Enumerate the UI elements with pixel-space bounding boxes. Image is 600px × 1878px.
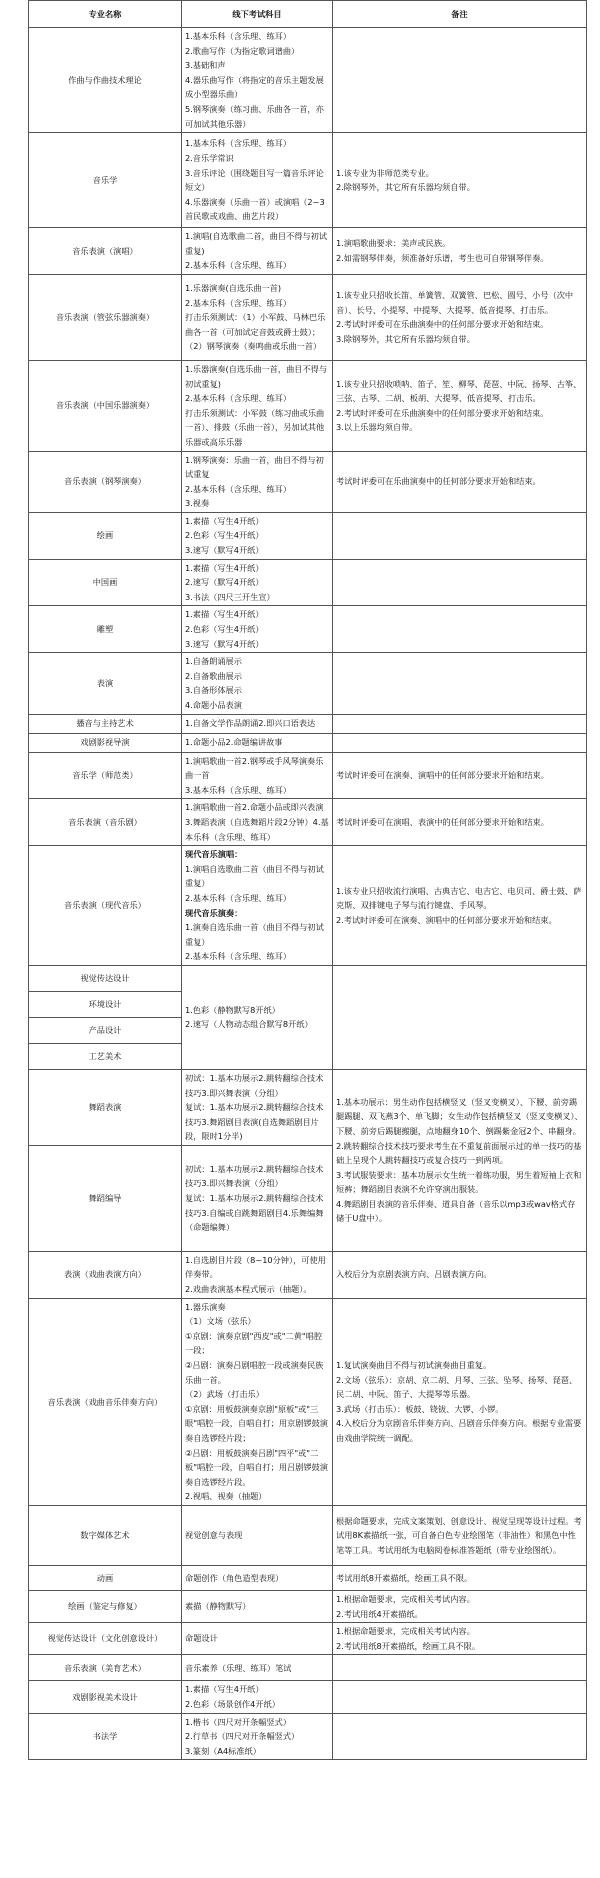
cell-line: 1.乐器演奏(自选乐曲一首) bbox=[185, 282, 282, 293]
exam-subjects-cell bbox=[182, 274, 333, 360]
exam-subjects-cell bbox=[182, 714, 333, 733]
notes-cell bbox=[333, 1251, 587, 1298]
table-row bbox=[29, 714, 587, 733]
cell-line: 1.自备朗诵展示 bbox=[185, 656, 242, 667]
cell-line: 1.该专业只招收唢呐、笛子、笙、柳琴、琵琶、中阮、扬琴、古筝、三弦、古琴、二胡、板胡、大提琴、低音提琴、打击乐。 bbox=[336, 378, 582, 404]
exam-subjects-cell bbox=[182, 752, 333, 799]
exam-subjects-cell bbox=[182, 846, 333, 966]
notes-cell bbox=[333, 559, 587, 606]
exam-subjects-cell bbox=[182, 1145, 333, 1251]
notes-cell bbox=[333, 965, 587, 1069]
exam-subjects-cell bbox=[182, 1069, 333, 1145]
exam-subjects-cell bbox=[182, 653, 333, 714]
cell-line: 1.基本乐科（含乐理、练耳） bbox=[185, 138, 292, 149]
table-header-row bbox=[29, 1, 587, 28]
notes-cell bbox=[333, 846, 587, 966]
cell-line: 复试：1.基本功展示2.跳转翻综合技术技巧3.自编或自跳舞蹈剧目4.乐舞编舞（命题编舞） bbox=[185, 1193, 324, 1233]
cell-line: 2.行草书（四尺对开条幅竖式） bbox=[185, 1731, 300, 1742]
table-row bbox=[29, 846, 587, 966]
cell-line: 2.跳转翻综合技术技巧要求考生在不重复前面展示过的单一技巧的基础上呈现个人跳转翻技巧或复合技巧一到两项。 bbox=[336, 1140, 582, 1166]
exam-subjects-cell bbox=[182, 228, 333, 275]
major-name-cell: 舞蹈编导 bbox=[29, 1145, 182, 1251]
table-row bbox=[29, 1298, 587, 1505]
cell-line: 1.基本乐科（含乐理、练耳） bbox=[185, 31, 292, 41]
notes-cell bbox=[333, 360, 587, 451]
notes-cell bbox=[333, 451, 587, 512]
cell-line: 2.色彩（场景创作4开纸） bbox=[185, 1698, 280, 1709]
cell-line: 3.速写（默写4开纸） bbox=[185, 638, 264, 649]
exam-subjects-cell bbox=[182, 799, 333, 846]
cell-line: 2.戏曲表演基本程式展示（抽题）。 bbox=[185, 1284, 312, 1295]
table-row bbox=[29, 1590, 587, 1622]
major-name-cell: 表演（戏曲表演方向） bbox=[29, 1251, 182, 1298]
notes-cell bbox=[333, 799, 587, 846]
exam-subjects-cell bbox=[182, 133, 333, 228]
cell-line: 入校后分为京剧表演方向、吕剧表演方向。 bbox=[336, 1269, 492, 1280]
cell-line: 1.器乐演奏 bbox=[185, 1301, 226, 1312]
major-name-cell: 音乐表演（现代音乐） bbox=[29, 846, 182, 966]
table-row bbox=[29, 733, 587, 752]
notes-cell bbox=[333, 512, 587, 559]
cell-line: 初试：1.基本功展示2.跳转翻综合技术技巧3.即兴舞表演（分组） bbox=[185, 1072, 324, 1098]
cell-line: 5.钢琴演奏（练习曲、乐曲各一首，亦可加试其他乐器） bbox=[185, 103, 324, 129]
notes-cell bbox=[333, 752, 587, 799]
table-row bbox=[29, 512, 587, 559]
notes-cell bbox=[333, 714, 587, 733]
table-row bbox=[29, 1251, 587, 1298]
cell-line: 3.考试服装要求：基本功展示女生统一着练功服，男生着短袖上衣和短裤；舞蹈剧目表演不允许穿演出服装。 bbox=[336, 1169, 582, 1195]
exam-subjects-cell bbox=[182, 1251, 333, 1298]
notes-cell bbox=[333, 1681, 587, 1713]
cell-line: 1.演唱(自选歌曲二首，曲目不得与初试重复) bbox=[185, 231, 328, 256]
exam-subjects-cell bbox=[182, 1713, 333, 1760]
major-name-cell: 音乐表演（中国乐器演奏） bbox=[29, 360, 182, 451]
table-body bbox=[29, 28, 587, 1760]
major-name-cell: 舞蹈表演 bbox=[29, 1069, 182, 1145]
major-name-cell: 绘画 bbox=[29, 512, 182, 559]
notes-cell bbox=[333, 133, 587, 228]
cell-line: 2.考试时评委可在乐曲演奏中的任何部分要求开始和结束。 bbox=[336, 319, 549, 330]
cell-line: 2.基本乐科（含乐理、练耳） bbox=[185, 393, 292, 404]
notes-cell bbox=[333, 1565, 587, 1590]
table-row bbox=[29, 799, 587, 846]
major-name-cell: 音乐表演（美育艺术） bbox=[29, 1655, 182, 1681]
cell-line: 2.自备歌曲展示 bbox=[185, 670, 242, 681]
cell-line: 3.武场（打击乐）：板鼓、铙钹、大锣、小锣。 bbox=[336, 1403, 504, 1414]
table-row bbox=[29, 653, 587, 714]
cell-line: 2.视唱、视奏（抽题） bbox=[185, 1491, 267, 1502]
table-row bbox=[29, 1713, 587, 1760]
cell-line: 1.该专业只招收流行演唱、古典吉它、电吉它、电贝司、爵士鼓、萨克斯、双排键电子琴与流行键盘、手风琴。 bbox=[336, 885, 582, 911]
exam-subjects-cell bbox=[182, 559, 333, 606]
notes-cell bbox=[333, 606, 587, 653]
cell-line: 3.速写（默写4开纸） bbox=[185, 545, 264, 556]
exam-subjects-cell bbox=[182, 1505, 333, 1565]
exam-subjects-cell bbox=[182, 1298, 333, 1505]
table-row bbox=[29, 559, 587, 606]
exam-subjects-cell bbox=[182, 965, 333, 1069]
major-name-cell: 音乐学（师范类） bbox=[29, 752, 182, 799]
cell-line: 1.演唱歌曲一首2.命题小品或即兴表演3.舞蹈表演（自选舞蹈片段2分钟）4.基本乐科（含乐理、练耳） bbox=[185, 802, 329, 842]
cell-line: 2.基本乐科（含乐理、练耳） bbox=[185, 892, 292, 903]
major-name-cell: 戏剧影视美术设计 bbox=[29, 1681, 182, 1713]
cell-line: 2.考试时评委可在演奏、演唱中的任何部分要求开始和结束。 bbox=[336, 914, 557, 925]
cell-line: 1.钢琴演奏：乐曲一首，曲目不得与初试重复 bbox=[185, 454, 324, 480]
cell-line: 2.色彩（写生4开纸） bbox=[185, 624, 264, 635]
major-name-cell: 播音与主持艺术 bbox=[29, 714, 182, 733]
exam-subjects-cell bbox=[182, 733, 333, 752]
cell-line: 2.如需钢琴伴奏，须准备好乐谱，考生也可自带钢琴伴奏。 bbox=[336, 253, 549, 264]
cell-line: （1）文场（弦乐） bbox=[185, 1316, 256, 1327]
cell-line: 3.书法（四尺三开生宣） bbox=[185, 591, 275, 602]
table-row bbox=[29, 274, 587, 360]
cell-line: 1.素描（写生4开纸） bbox=[185, 609, 264, 620]
cell-line: 3.视奏 bbox=[185, 498, 210, 509]
cell-line: 素描（静物默写） bbox=[185, 1601, 251, 1612]
cell-line: 考试用纸8开素描纸，绘画工具不限。 bbox=[336, 1572, 473, 1583]
table-row bbox=[29, 1565, 587, 1590]
exam-subjects-cell bbox=[182, 451, 333, 512]
table-row bbox=[29, 1623, 587, 1655]
major-name-cell: 中国画 bbox=[29, 559, 182, 606]
major-name-cell: 作曲与作曲技术理论 bbox=[29, 28, 182, 133]
exam-subjects-cell bbox=[182, 360, 333, 451]
exam-subjects-table bbox=[28, 0, 587, 1760]
cell-line: 考试时评委可在演唱、表演中的任何部分要求开始和结束。 bbox=[336, 816, 549, 827]
cell-line: 1.根据命题要求，完成相关考试内容。 bbox=[336, 1626, 475, 1637]
major-name-cell: 视觉传达设计 bbox=[29, 965, 182, 991]
notes-cell bbox=[333, 1713, 587, 1760]
exam-subjects-cell bbox=[182, 1655, 333, 1681]
cell-line: 1.楷书（四尺对开条幅竖式） bbox=[185, 1716, 292, 1727]
cell-line: 2.速写（人物动态组合默写8开纸） bbox=[185, 1019, 313, 1030]
cell-line: 2.歌曲写作（为指定歌词谱曲） bbox=[185, 45, 300, 56]
notes-cell bbox=[333, 274, 587, 360]
notes-cell bbox=[333, 1505, 587, 1565]
cell-line: 考试时评委可在乐曲演奏中的任何部分要求开始和结束。 bbox=[336, 476, 541, 487]
cell-line: 1.演唱歌曲一首2.钢琴或手风琴演奏乐曲一首 bbox=[185, 755, 324, 781]
major-name-cell: 音乐学 bbox=[29, 133, 182, 228]
table-row bbox=[29, 965, 587, 991]
cell-line: 初试：1.基本功展示2.跳转翻综合技术技巧3.即兴舞表演（分组） bbox=[185, 1163, 324, 1189]
cell-line: 4.器乐曲写作（将指定的音乐主题发展成小型器乐曲） bbox=[185, 74, 324, 100]
table-row bbox=[29, 133, 587, 228]
exam-subjects-cell bbox=[182, 28, 333, 133]
table-row bbox=[29, 28, 587, 133]
cell-line: 4.乐器演奏（乐曲一首）或演唱（2~3首民歌或戏曲、曲艺片段） bbox=[185, 196, 325, 222]
cell-line: 1.该专业只招收长笛、单簧管、双簧管、巴松、圆号、小号（次中音）、长号、小提琴、中提琴、大提琴、低音提琴、打击乐。 bbox=[336, 290, 574, 315]
major-name-cell: 音乐表演（音乐剧） bbox=[29, 799, 182, 846]
cell-line: 1.自选剧目片段（8~10分钟），可使用伴奏带。 bbox=[185, 1254, 326, 1280]
cell-line: ①京剧：演奏京剧"西皮"或"二黄"唱腔一段； bbox=[185, 1330, 323, 1356]
cell-line: 1.演奏自选乐曲一首（曲目不得与初试重复） bbox=[185, 922, 324, 947]
notes-cell bbox=[333, 228, 587, 275]
cell-line: ①京剧：用板鼓演奏京剧"原板"或"三眼"唱腔一段，自唱自打；用京剧锣鼓演奏自选锣经片段； bbox=[185, 1403, 328, 1443]
major-name-cell: 音乐表演（钢琴演奏） bbox=[29, 451, 182, 512]
notes-cell bbox=[333, 1298, 587, 1505]
cell-line: ②吕剧：演奏吕剧唱腔一段或演奏民族乐曲一首。 bbox=[185, 1360, 324, 1385]
header-major: 专业名称 bbox=[29, 1, 182, 28]
cell-line: 4.命题小品表演 bbox=[185, 700, 242, 710]
cell-line: 2.考试用纸4开素描纸。 bbox=[336, 1608, 423, 1619]
notes-cell bbox=[333, 1623, 587, 1655]
exam-subjects-cell bbox=[182, 1681, 333, 1713]
table-row bbox=[29, 752, 587, 799]
cell-line: 3.音乐评论（围绕题目写一篇音乐评论短文） bbox=[185, 167, 324, 193]
exam-subjects-cell bbox=[182, 606, 333, 653]
notes-cell bbox=[333, 1655, 587, 1681]
cell-line: 命题设计 bbox=[185, 1633, 218, 1644]
cell-line: 3.除钢琴外，其它所有乐器均须自带。 bbox=[336, 334, 475, 345]
cell-line: 3.基础和声 bbox=[185, 60, 226, 71]
cell-line: （2）武场（打击乐） bbox=[185, 1389, 264, 1400]
notes-cell bbox=[333, 28, 587, 133]
cell-line: 3.以上乐器均须自带。 bbox=[336, 422, 418, 433]
table-row bbox=[29, 451, 587, 512]
major-name-cell: 戏剧影视导演 bbox=[29, 733, 182, 752]
major-name-cell: 音乐表演（演唱） bbox=[29, 228, 182, 275]
cell-line: 考试时评委可在演奏、演唱中的任何部分要求开始和结束。 bbox=[336, 770, 549, 781]
table-row bbox=[29, 1655, 587, 1681]
cell-line: 1.演唱歌曲要求：美声或民族。 bbox=[336, 238, 451, 249]
cell-line: 视觉创意与表现 bbox=[185, 1530, 243, 1541]
cell-line: 1.素描（写生4开纸） bbox=[185, 562, 264, 573]
table-row bbox=[29, 360, 587, 451]
cell-line: 3.篆刻（A4标准纸） bbox=[185, 1745, 261, 1756]
cell-line: 打击乐须测试：小军鼓（练习曲或乐曲一首）、排鼓（乐曲一首），另加试其他乐器或高乐乐器 bbox=[185, 407, 325, 447]
notes-cell bbox=[333, 1590, 587, 1622]
table-row bbox=[29, 1069, 587, 1145]
cell-line: 2.考试用纸8开素描纸，绘画工具不限。 bbox=[336, 1640, 481, 1651]
cell-line: 2.速写（默写4开纸） bbox=[185, 577, 264, 588]
cell-line: 2.色彩（写生4开纸） bbox=[185, 530, 264, 541]
cell-line: 命题创作（角色造型表现） bbox=[185, 1572, 284, 1583]
major-name-cell: 表演 bbox=[29, 653, 182, 714]
cell-line: 4.入校后分为京剧音乐伴奏方向、吕剧音乐伴奏方向。根据专业需要由戏曲学院统一调配。 bbox=[336, 1418, 582, 1443]
major-name-cell: 音乐表演（管弦乐器演奏） bbox=[29, 274, 182, 360]
cell-line: 2.基本乐科（含乐理、练耳） bbox=[185, 951, 292, 962]
cell-line: 2.基本乐科（含乐理、练耳） bbox=[185, 260, 292, 271]
cell-line: 打击乐须测试：（1）小军鼓、马林巴乐曲各一首（可加试定音鼓或爵士鼓）；（2）钢琴演奏（奏鸣曲或乐曲一首） bbox=[185, 312, 326, 352]
header-exam-subjects: 线下考试科目 bbox=[182, 1, 333, 28]
major-name-cell: 视觉传达设计（文化创意设计） bbox=[29, 1623, 182, 1655]
cell-line: ②吕剧：用板鼓演奏吕剧"四平"或"二板"唱腔一段，自唱自打；用吕剧锣鼓演奏自选锣经片段。 bbox=[185, 1447, 328, 1487]
cell-line: 1.色彩（静物默写8开纸） bbox=[185, 1004, 280, 1015]
notes-cell bbox=[333, 1069, 587, 1251]
notes-cell bbox=[333, 733, 587, 752]
major-name-cell: 绘画（鉴定与修复） bbox=[29, 1590, 182, 1622]
major-name-cell: 工艺美术 bbox=[29, 1043, 182, 1069]
section-heading: 现代音乐演奏： bbox=[185, 907, 243, 918]
cell-line: 2.考试时评委可在乐曲演奏中的任何部分要求开始和结束。 bbox=[336, 407, 549, 418]
cell-line: 2.文场（弦乐）：京胡、京二胡、月琴、三弦、坠琴、扬琴、琵琶、民二胡、中阮、笛子、大提琴等乐器。 bbox=[336, 1374, 578, 1400]
cell-line: 1.演唱自选歌曲二首（曲目不得与初试重复） bbox=[185, 863, 324, 889]
exam-subjects-cell bbox=[182, 512, 333, 559]
cell-line: 4.舞蹈剧目表演的音乐伴奏、道具自备（音乐以mp3或wav格式存储于U盘中）。 bbox=[336, 1198, 576, 1224]
cell-line: 2.音乐学常识 bbox=[185, 152, 234, 163]
cell-line: 2.除钢琴外，其它所有乐器均须自带。 bbox=[336, 182, 475, 193]
cell-line: 1.该专业为非师范类专业。 bbox=[336, 167, 434, 178]
cell-line: 2.基本乐科（含乐理、练耳） bbox=[185, 297, 292, 308]
table-row bbox=[29, 1505, 587, 1565]
cell-line: 3.自备形体展示 bbox=[185, 685, 242, 696]
header-notes: 备注 bbox=[333, 1, 587, 28]
cell-line: 1.命题小品2.命题编讲故事 bbox=[185, 737, 283, 748]
notes-cell bbox=[333, 653, 587, 714]
major-name-cell: 音乐表演（戏曲音乐伴奏方向） bbox=[29, 1298, 182, 1505]
exam-subjects-cell bbox=[182, 1565, 333, 1590]
table-row bbox=[29, 228, 587, 275]
cell-line: 1.基本功展示：男生动作包括横竖叉（竖叉变横叉）、下腰、前旁踢腿踢腿、双飞燕3个、单飞脚；女生动作包括横竖叉（竖叉变横叉）、下腰、前旁后踢腿搬腿，点地翻身10个、倒踢紫金冠2个、串翻身。 bbox=[336, 1096, 583, 1136]
major-name-cell: 数字媒体艺术 bbox=[29, 1505, 182, 1565]
major-name-cell: 书法学 bbox=[29, 1713, 182, 1760]
cell-line: 1.复试演奏曲目不得与初试演奏曲目重复。 bbox=[336, 1360, 492, 1371]
cell-line: 根据命题要求，完成文案策划、创意设计、视觉呈现等设计过程。考试用8K素描纸一张，可自备白色专业绘图笔（非油性）和黑色中性笔等工具。考试用纸为电脑阅卷标准答题纸（带专业绘图纸）。 bbox=[336, 1515, 582, 1555]
table-row bbox=[29, 1681, 587, 1713]
cell-line: 音乐素养（乐理、练耳）笔试 bbox=[185, 1662, 292, 1673]
major-name-cell: 动画 bbox=[29, 1565, 182, 1590]
cell-line: 2.基本乐科（含乐理、练耳） bbox=[185, 483, 292, 494]
exam-subjects-cell bbox=[182, 1623, 333, 1655]
exam-subjects-cell bbox=[182, 1590, 333, 1622]
table-row bbox=[29, 606, 587, 653]
cell-line: 1.素描（写生4开纸） bbox=[185, 1684, 264, 1695]
cell-line: 复试：1.基本功展示2.跳转翻综合技术技巧3.舞蹈剧目表演(自选舞蹈剧目片段，限时1分半) bbox=[185, 1102, 324, 1142]
cell-line: 1.乐器演奏(自选乐曲一首，曲目不得与初试重复) bbox=[185, 363, 328, 389]
cell-line: 1.根据命题要求，完成相关考试内容。 bbox=[336, 1593, 475, 1604]
major-name-cell: 雕塑 bbox=[29, 606, 182, 653]
major-name-cell: 环境设计 bbox=[29, 991, 182, 1017]
major-name-cell: 产品设计 bbox=[29, 1017, 182, 1043]
cell-line: 1.素描（写生4开纸） bbox=[185, 515, 264, 526]
cell-line: 3.基本乐科（含乐理、练耳） bbox=[185, 784, 292, 795]
section-heading: 现代音乐演唱： bbox=[185, 849, 243, 860]
cell-line: 1.自备文学作品朗诵2.即兴口语表达 bbox=[185, 718, 316, 729]
